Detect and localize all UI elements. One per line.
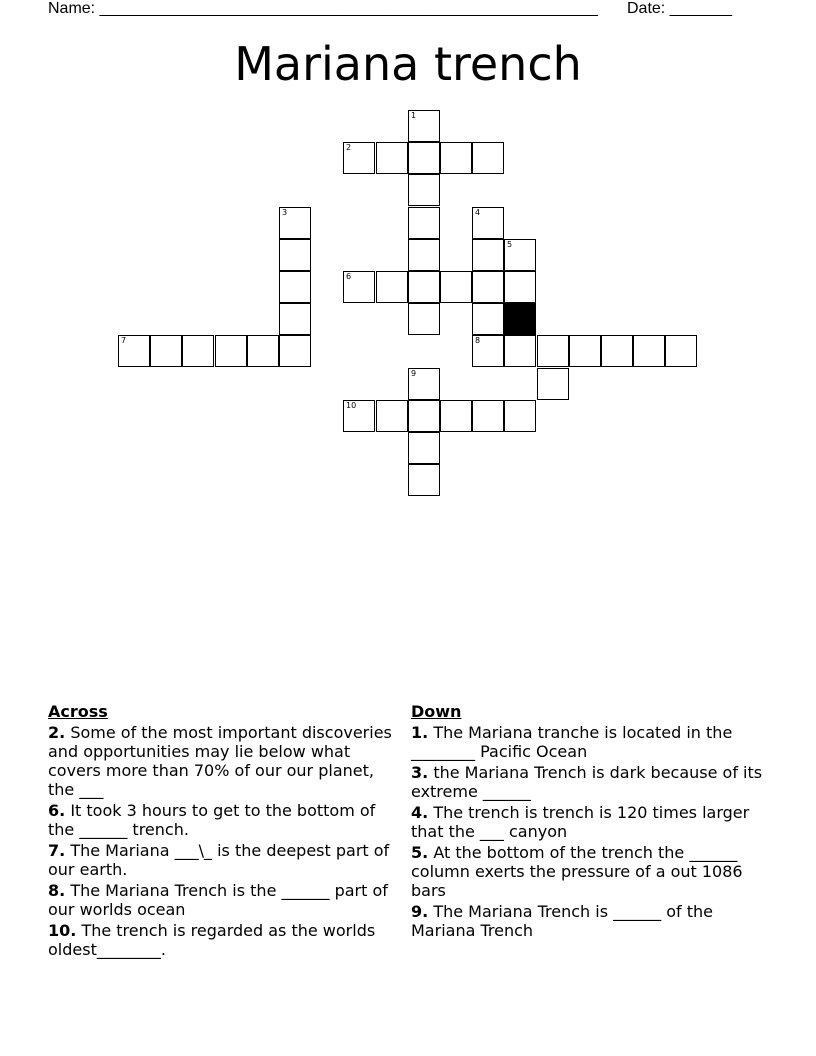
clue-number: 2.	[48, 723, 66, 742]
clue-number: 3.	[411, 763, 429, 782]
grid-cell[interactable]	[279, 271, 311, 303]
grid-cell[interactable]	[408, 207, 440, 239]
across-clues	[48, 702, 398, 961]
grid-cell[interactable]	[408, 174, 440, 206]
grid-cell[interactable]	[537, 335, 569, 367]
grid-cell[interactable]	[215, 335, 247, 367]
grid-cell[interactable]	[440, 142, 472, 174]
grid-cell[interactable]	[118, 335, 150, 367]
clue-number: 5	[507, 240, 513, 249]
clue-text: The Mariana ___\_ is the deepest part of our earth.	[48, 841, 390, 879]
clue-number: 9	[411, 369, 417, 378]
down-clue	[411, 843, 771, 900]
down-clue-list	[411, 723, 771, 940]
across-clue	[48, 921, 398, 959]
clue-number: 8.	[48, 881, 66, 900]
across-heading: Across	[48, 702, 108, 721]
down-clue	[411, 803, 771, 841]
grid-cell[interactable]	[343, 400, 375, 432]
page-title: Mariana trench	[234, 37, 582, 91]
clue-number: 7.	[48, 841, 66, 860]
clue-number: 10.	[48, 921, 77, 940]
clue-number: 7	[121, 336, 127, 345]
grid-cell[interactable]	[408, 110, 440, 142]
clue-text: Some of the most important discoveries and opportunities may lie below what covers more than 70% of our our planet, the ___	[48, 723, 392, 799]
clue-number: 9.	[411, 902, 429, 921]
grid-cell[interactable]	[472, 335, 504, 367]
grid-cell[interactable]	[408, 303, 440, 335]
grid-cell[interactable]	[504, 239, 536, 271]
clue-text: The Mariana Trench is the ______ part of our worlds ocean	[48, 881, 388, 919]
clue-number: 2	[346, 143, 352, 152]
grid-cell[interactable]	[472, 239, 504, 271]
down-clue	[411, 763, 771, 801]
grid-cell[interactable]	[504, 335, 536, 367]
grid-cell[interactable]	[440, 271, 472, 303]
down-clues	[411, 702, 771, 942]
grid-cell[interactable]	[376, 142, 408, 174]
clue-number: 6	[346, 272, 352, 281]
grid-cell[interactable]	[279, 303, 311, 335]
grid-cell[interactable]	[472, 400, 504, 432]
down-clue	[411, 902, 771, 940]
grid-cell[interactable]	[408, 432, 440, 464]
grid-cell[interactable]	[408, 400, 440, 432]
clue-text: The Mariana tranche is located in the ________ Pacific Ocean	[411, 723, 733, 761]
grid-cell[interactable]	[279, 239, 311, 271]
grid-cell[interactable]	[182, 335, 214, 367]
down-heading: Down	[411, 702, 462, 721]
across-clue	[48, 801, 398, 839]
grid-cell[interactable]	[279, 207, 311, 239]
clue-text: the Mariana Trench is dark because of its extreme ______	[411, 763, 763, 801]
grid-cell[interactable]	[408, 464, 440, 496]
clue-number: 8	[475, 336, 481, 345]
grid-cell[interactable]	[472, 303, 504, 335]
clue-text: The trench is regarded as the worlds oldest________.	[48, 921, 376, 959]
grid-cell[interactable]	[504, 271, 536, 303]
grid-cell[interactable]	[408, 239, 440, 271]
grid-cell[interactable]	[665, 335, 697, 367]
grid-block	[504, 303, 536, 335]
clue-text: It took 3 hours to get to the bottom of the ______ trench.	[48, 801, 376, 839]
clue-number: 3	[282, 208, 288, 217]
clue-number: 6.	[48, 801, 66, 820]
grid-cell[interactable]	[601, 335, 633, 367]
across-clue	[48, 881, 398, 919]
clue-number: 4	[475, 208, 481, 217]
grid-cell[interactable]	[537, 368, 569, 400]
grid-cell[interactable]	[376, 271, 408, 303]
grid-cell[interactable]	[343, 271, 375, 303]
across-clue	[48, 841, 398, 879]
grid-cell[interactable]	[408, 271, 440, 303]
across-clue-list	[48, 723, 398, 959]
clue-number: 4.	[411, 803, 429, 822]
grid-cell[interactable]	[440, 400, 472, 432]
name-field[interactable]: Name: ________________________________________________________	[48, 0, 598, 17]
date-field[interactable]: Date: _______	[627, 0, 732, 17]
clue-number: 10	[346, 401, 357, 410]
grid-cell[interactable]	[150, 335, 182, 367]
clue-number: 1.	[411, 723, 429, 742]
grid-cell[interactable]	[247, 335, 279, 367]
grid-cell[interactable]	[569, 335, 601, 367]
grid-cell[interactable]	[472, 207, 504, 239]
across-clue	[48, 723, 398, 799]
clue-number: 1	[411, 111, 417, 120]
clue-text: The trench is trench is 120 times larger that the ___ canyon	[411, 803, 750, 841]
clue-text: The Mariana Trench is ______ of the Mariana Trench	[411, 902, 713, 940]
grid-cell[interactable]	[504, 400, 536, 432]
clue-text: At the bottom of the trench the ______ column exerts the pressure of a out 1086 bars	[411, 843, 743, 900]
down-clue	[411, 723, 771, 761]
grid-cell[interactable]	[376, 400, 408, 432]
grid-cell[interactable]	[472, 271, 504, 303]
grid-cell[interactable]	[408, 142, 440, 174]
grid-cell[interactable]	[472, 142, 504, 174]
grid-cell[interactable]	[279, 335, 311, 367]
grid-cell[interactable]	[343, 142, 375, 174]
grid-cell[interactable]	[408, 368, 440, 400]
clue-number: 5.	[411, 843, 429, 862]
grid-cell[interactable]	[633, 335, 665, 367]
